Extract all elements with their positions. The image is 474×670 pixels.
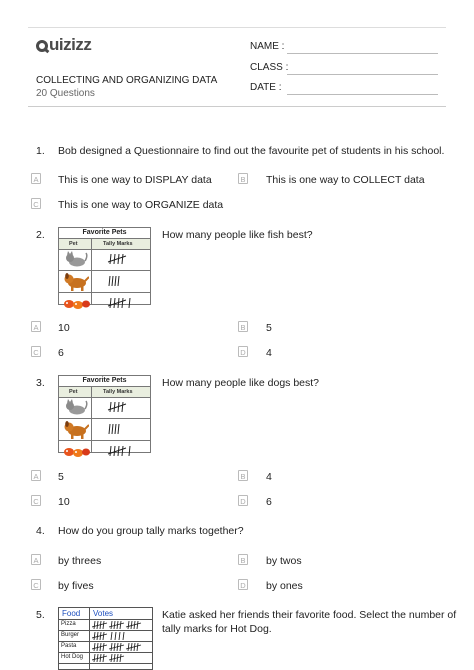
question-5-number: 5.	[36, 609, 45, 621]
col-pet-header: Pet	[69, 241, 78, 247]
q1-option-c-text[interactable]: This is one way to ORGANIZE data	[58, 199, 224, 211]
table-row	[59, 292, 150, 314]
favorite-pets-table	[58, 375, 151, 453]
tally-six-icon	[107, 297, 137, 309]
question-2-text: How many people like fish best?	[162, 229, 313, 241]
food-name: Pasta	[61, 643, 77, 649]
quizizz-logo: uizizz	[36, 35, 91, 55]
name-label: NAME :	[250, 41, 285, 52]
worksheet-title: COLLECTING AND ORGANIZING DATA	[36, 75, 218, 86]
tally-four-icon	[107, 423, 127, 435]
question-1-text: Bob designed a Questionnaire to find out the favourite pet of students in his school.	[58, 145, 445, 157]
tally-marks-icon	[92, 642, 152, 652]
table-row	[59, 270, 150, 293]
q3-option-b-text[interactable]: 4	[266, 471, 272, 483]
tally-six-icon	[107, 445, 137, 457]
col-tally-header: Tally Marks	[103, 389, 133, 395]
q3-option-b-box[interactable]: B	[238, 470, 248, 481]
food-votes-table	[58, 607, 153, 670]
fish-icon	[63, 296, 91, 312]
dog-icon	[63, 272, 89, 291]
question-4-number: 4.	[36, 525, 45, 537]
question-5-text-line2: tally marks for Hot Dog.	[162, 623, 272, 635]
col-pet-header: Pet	[69, 389, 78, 395]
cat-icon	[64, 250, 88, 268]
q1-option-a-text[interactable]: This is one way to DISPLAY data	[58, 174, 212, 186]
question-5-text-line1: Katie asked her friends their favorite food. Select the number of	[162, 609, 457, 621]
q4-option-a-box[interactable]: A	[31, 554, 41, 565]
q2-option-a-text[interactable]: 10	[58, 322, 70, 334]
table-row	[59, 652, 152, 664]
q2-option-c-text[interactable]: 6	[58, 347, 64, 359]
q2-option-b-text[interactable]: 5	[266, 322, 272, 334]
tally-marks-icon	[92, 620, 152, 630]
q4-option-c-box[interactable]: C	[31, 579, 41, 590]
q3-option-d-text[interactable]: 6	[266, 496, 272, 508]
q3-option-c-text[interactable]: 10	[58, 496, 70, 508]
q3-option-a-box[interactable]: A	[31, 470, 41, 481]
class-label: CLASS :	[250, 62, 289, 73]
q2-option-c-box[interactable]: C	[31, 346, 41, 357]
q3-option-c-box[interactable]: C	[31, 495, 41, 506]
table-row	[59, 248, 150, 271]
q4-option-c-text[interactable]: by fives	[58, 580, 94, 592]
class-field[interactable]	[287, 74, 438, 75]
header-top-rule	[28, 27, 446, 28]
food-name: Burger	[61, 632, 80, 638]
col-food-header: Food	[62, 609, 81, 618]
date-field[interactable]	[287, 94, 438, 95]
name-field[interactable]	[287, 53, 438, 54]
q4-option-b-box[interactable]: B	[238, 554, 248, 565]
q4-option-a-text[interactable]: by threes	[58, 555, 102, 567]
question-2-number: 2.	[36, 229, 45, 241]
tally-marks-icon	[92, 653, 152, 663]
q4-option-d-box[interactable]: D	[238, 579, 248, 590]
header-bottom-rule	[28, 106, 446, 107]
q3-option-d-box[interactable]: D	[238, 495, 248, 506]
cat-icon	[64, 398, 88, 416]
food-name: Hot Dog	[61, 654, 84, 660]
q4-option-d-text[interactable]: by ones	[266, 580, 303, 592]
date-label: DATE :	[250, 82, 282, 93]
favorite-pets-table	[58, 227, 151, 305]
q1-option-a-box[interactable]: A	[31, 173, 41, 184]
q2-option-d-text[interactable]: 4	[266, 347, 272, 359]
tally-five-icon	[107, 253, 141, 265]
tally-five-icon	[107, 401, 141, 413]
tally-four-icon	[107, 275, 127, 287]
q2-option-b-box[interactable]: B	[238, 321, 248, 332]
table-row	[59, 396, 150, 419]
question-1-number: 1.	[36, 145, 45, 157]
question-4-text: How do you group tally marks together?	[58, 525, 244, 537]
question-3-number: 3.	[36, 377, 45, 389]
q1-option-b-box[interactable]: B	[238, 173, 248, 184]
table-row	[59, 440, 150, 462]
q1-option-b-text[interactable]: This is one way to COLLECT data	[266, 174, 425, 186]
table-title: Favorite Pets	[82, 229, 127, 236]
q3-option-a-text[interactable]: 5	[58, 471, 64, 483]
q1-option-c-box[interactable]: C	[31, 198, 41, 209]
col-votes-header: Votes	[93, 609, 114, 618]
q2-option-a-box[interactable]: A	[31, 321, 41, 332]
tally-marks-icon	[92, 631, 152, 641]
question-3-text: How many people like dogs best?	[162, 377, 320, 389]
table-title: Favorite Pets	[82, 377, 127, 384]
q2-option-d-box[interactable]: D	[238, 346, 248, 357]
col-tally-header: Tally Marks	[103, 241, 133, 247]
table-row	[59, 418, 150, 441]
worksheet-subtitle: 20 Questions	[36, 88, 95, 99]
logo-q-icon	[36, 40, 48, 52]
q4-option-b-text[interactable]: by twos	[266, 555, 302, 567]
food-name: Pizza	[61, 621, 76, 627]
fish-icon	[63, 444, 91, 460]
dog-icon	[63, 420, 89, 439]
